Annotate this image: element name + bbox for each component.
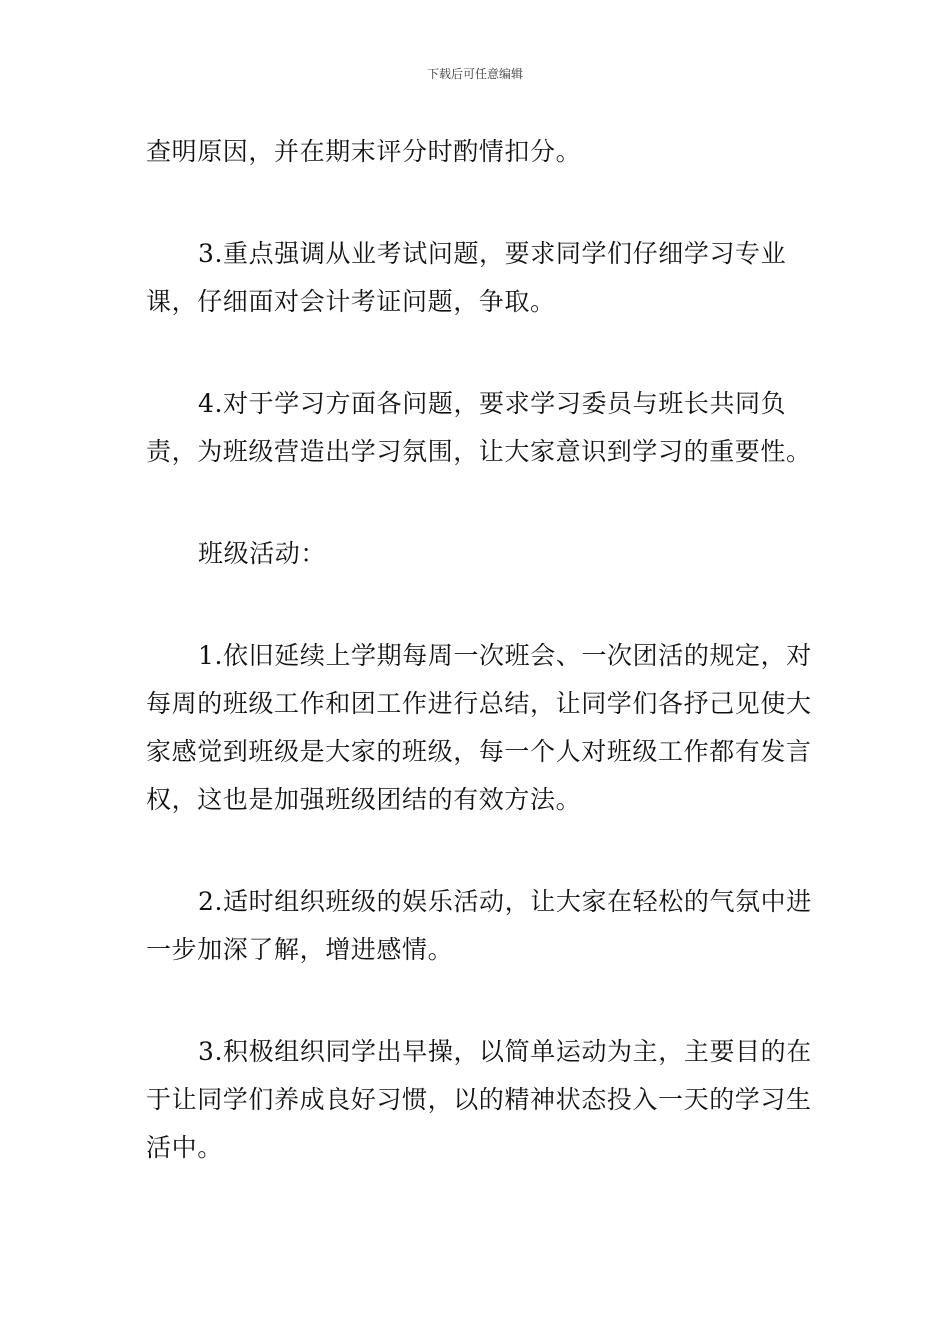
paragraph-activity-item-2: 2.适时组织班级的娱乐活动，让大家在轻松的气氛中进一步加深了解，增进感情。 — [146, 887, 812, 964]
document-body — [146, 128, 812, 1172]
paragraph-continuation: 查明原因，并在期末评分时酌情扣分。 — [146, 137, 582, 166]
paragraph-activity-item-3: 3.积极组织同学出早操，以简单运动为主，主要目的在于让同学们养成良好习惯，以的精神状态投入一天的学习生活中。 — [146, 1037, 812, 1162]
paragraph-study-item-4: 4.对于学习方面各问题，要求学习委员与班长共同负责，为班级营造出学习氛围，让大家意识到学习的重要性。 — [146, 389, 812, 466]
section-heading-class-activities: 班级活动： — [198, 539, 327, 568]
paragraph-study-item-3: 3.重点强调从业考试问题，要求同学们仔细学习专业课，仔细面对会计考证问题，争取。 — [146, 239, 787, 316]
paragraph-activity-item-1: 1.依旧延续上学期每周一次班会、一次团活的规定，对每周的班级工作和团工作进行总结，让同学们各抒己见使大家感觉到班级是大家的班级，每一个人对班级工作都有发言权，这也是加强班级团结的有效方法。 — [146, 641, 812, 814]
page-header-note: 下载后可任意编辑 — [426, 67, 523, 81]
